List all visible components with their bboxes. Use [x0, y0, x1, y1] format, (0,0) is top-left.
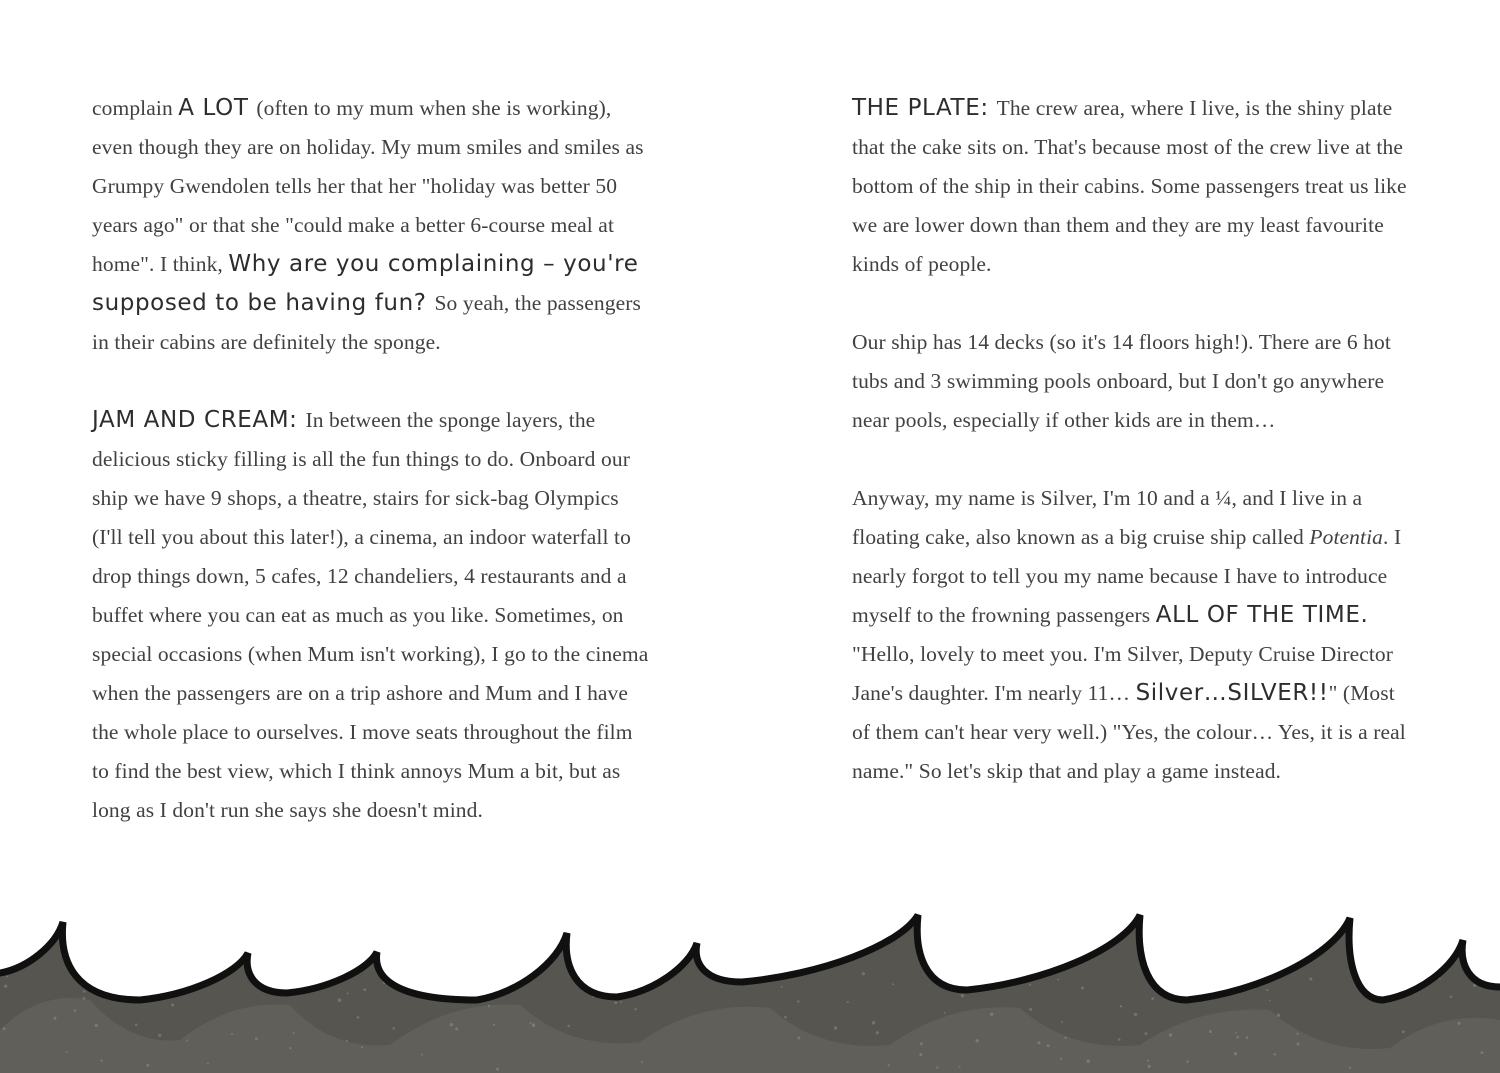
- speckle-dot: [1231, 975, 1234, 978]
- speckle-dot: [1296, 1033, 1298, 1035]
- speckle-dot: [1151, 997, 1154, 1000]
- speckle-dot: [504, 983, 507, 986]
- speckle-dot: [892, 983, 894, 985]
- speckle-dot: [784, 1016, 787, 1019]
- speckle-dot: [781, 986, 783, 988]
- speckle-dot: [872, 1021, 875, 1024]
- speckle-dot: [1246, 1036, 1249, 1039]
- speckle-dot: [1064, 1037, 1066, 1039]
- hand-lettered-text: ALL OF THE TIME.: [1155, 602, 1369, 628]
- speckle-dot: [1424, 973, 1428, 977]
- speckle-dot: [641, 1061, 643, 1063]
- speckle-dot: [1457, 1022, 1460, 1025]
- speckle-dot: [357, 1016, 360, 1019]
- speckle-dot: [1480, 1051, 1483, 1054]
- speckle-dot: [1235, 1032, 1237, 1034]
- speckle-dot: [347, 993, 349, 995]
- speckle-dot: [797, 1000, 799, 1002]
- speckle-dot: [976, 1039, 979, 1042]
- speckle-dot: [1081, 987, 1084, 990]
- speckle-dot: [589, 980, 592, 983]
- speckle-dot: [920, 1042, 923, 1045]
- speckle-dot: [1169, 1033, 1172, 1036]
- speckle-dot: [231, 1033, 233, 1035]
- body-text: So yeah, the passengers in their cabins are definitely the sponge.: [92, 291, 641, 354]
- body-text: (often to my mum when she is working), even though they are on holiday. My mum smiles and smiles as Grumpy Gwendolen tells her that her "holiday was better 50 years ago" or that she "could make a better 6-course meal at home". I think,: [92, 96, 644, 276]
- speckle-dot: [361, 1046, 363, 1048]
- paragraph: [92, 89, 652, 362]
- speckle-dot: [1309, 977, 1312, 980]
- speckle-dot: [1134, 1013, 1137, 1016]
- paragraph: [852, 323, 1412, 440]
- speckle-dot: [158, 1034, 161, 1037]
- speckle-dot: [135, 1024, 138, 1027]
- speckle-dot: [346, 1040, 348, 1042]
- speckle-dot: [634, 1008, 636, 1010]
- speckle-dot: [1269, 999, 1271, 1001]
- body-text: complain: [92, 96, 179, 120]
- left-text-column: [92, 89, 652, 869]
- speckle-dot: [1118, 1038, 1121, 1041]
- speckle-dot: [293, 1032, 295, 1034]
- speckle-dot: [1402, 1030, 1405, 1033]
- speckle-dot: [944, 1012, 946, 1014]
- speckle-dot: [614, 1001, 617, 1004]
- speckle-dot: [83, 990, 85, 992]
- speckle-dot: [255, 1037, 258, 1040]
- hand-lettered-text: THE PLATE:: [852, 95, 997, 121]
- body-text: " (Most of them can't hear very well.) "Yes, the colour… Yes, it is a real name." So let's skip that and play a game instead.: [852, 681, 1406, 783]
- speckle-dot: [1236, 1036, 1239, 1039]
- speckle-dot: [450, 1023, 453, 1026]
- speckle-dot: [1029, 984, 1031, 986]
- body-text: The crew area, where I live, is the shiny plate that the cake sits on. That's because most of the crew live at the bottom of the ship in their cabins. Some passengers treat us like we are lower down than them and they are my least favourite kinds of people.: [852, 96, 1407, 276]
- speckle-dot: [421, 1054, 423, 1056]
- speckle-dot: [990, 1013, 994, 1017]
- speckle-dot: [496, 1068, 499, 1071]
- speckle-dot: [7, 975, 9, 977]
- speckle-dot: [1450, 996, 1453, 999]
- body-text: Anyway, my name is Silver, I'm 10 and a ¼, and I live in a floating cake, also known as a big cruise ship called: [852, 486, 1363, 549]
- speckle-dot: [1297, 1042, 1300, 1045]
- speckle-dot: [392, 1027, 395, 1030]
- speckle-dot: [1047, 1044, 1050, 1047]
- sea-waves-illustration: [0, 883, 1500, 1073]
- paragraph: [852, 89, 1412, 284]
- speckle-dot: [847, 1001, 849, 1003]
- speckle-dot: [1057, 978, 1059, 980]
- speckle-dot: [620, 1001, 622, 1003]
- speckle-dot: [961, 994, 964, 997]
- speckle-dot: [888, 1064, 890, 1066]
- speckle-dot: [146, 1064, 149, 1067]
- speckle-dot: [1349, 1067, 1351, 1069]
- speckle-dot: [338, 998, 342, 1002]
- speckle-dot: [74, 1009, 77, 1012]
- speckle-dot: [1273, 1053, 1276, 1056]
- speckle-dot: [936, 1066, 938, 1068]
- body-text: "Hello, lovely to meet you. I'm Silver, Deputy Cruise Director Jane's daughter. I'm nearly 11…: [852, 642, 1394, 705]
- speckle-dot: [1186, 1060, 1189, 1063]
- speckle-dot: [732, 973, 734, 975]
- speckle-dot: [100, 1059, 102, 1061]
- speckle-dot: [1277, 1014, 1280, 1017]
- speckle-dot: [1147, 1060, 1149, 1062]
- speckle-dot: [363, 988, 366, 991]
- speckle-dot: [1234, 1052, 1237, 1055]
- hand-lettered-text: JAM AND CREAM:: [92, 407, 306, 433]
- paragraph: [852, 479, 1412, 791]
- paragraph: [92, 401, 652, 830]
- body-text: In between the sponge layers, the delicious sticky filling is all the fun things to do. Onboard our ship we have 9 shops, a theatre, stairs for sick-bag Olympics (I'll tell you about this later!), a cinema, an indoor waterfall to drop things down, 5 cafes, 12 chandeliers, 4 restaurants and a buffet where you can eat as much as you like. Sometimes, on special occasions (when Mum isn't working), I go to the cinema when the passengers are on a trip ashore and Mum and I have the whole place to ourselves. I move seats throughout the film to find the best view, which I think annoys Mum a bit, but as long as I don't run she says she doesn't mind.: [92, 408, 649, 822]
- body-text: Our ship has 14 decks (so it's 14 floors high!). There are 6 hot tubs and 3 swimming pools onboard, but I don't go anywhere near pools, especially if other kids are in them…: [852, 330, 1391, 432]
- speckle-dot: [53, 1017, 56, 1020]
- speckle-dot: [959, 1066, 961, 1068]
- speckle-dot: [66, 1051, 68, 1053]
- speckle-dot: [455, 1027, 458, 1030]
- speckle-dot: [1120, 1005, 1122, 1007]
- body-text: Potentia: [1309, 525, 1384, 549]
- speckle-dot: [797, 1037, 800, 1040]
- speckle-dot: [107, 973, 109, 975]
- speckle-dot: [4, 985, 7, 988]
- speckle-dot: [862, 972, 865, 975]
- speckle-dot: [3, 1027, 6, 1030]
- speckle-dot: [1145, 1032, 1148, 1035]
- speckle-dot: [1029, 1008, 1032, 1011]
- speckle-dot: [1086, 1060, 1090, 1064]
- speckle-dot: [1060, 1058, 1062, 1060]
- speckle-dot: [1209, 1030, 1212, 1033]
- speckle-dot: [995, 973, 998, 976]
- right-text-column: [852, 89, 1412, 830]
- speckle-dot: [1266, 989, 1268, 991]
- speckle-dot: [1038, 1041, 1041, 1044]
- speckle-dot: [876, 1031, 879, 1034]
- speckle-dot: [171, 1004, 174, 1007]
- speckle-dot: [488, 1005, 490, 1007]
- speckle-dot: [919, 1053, 922, 1056]
- speckle-dot: [207, 1062, 209, 1064]
- speckle-dot: [83, 997, 86, 1000]
- speckle-dot: [1148, 1065, 1151, 1068]
- hand-lettered-text: Silver…SILVER!!: [1135, 680, 1329, 706]
- speckle-dot: [834, 1026, 837, 1029]
- body-text: . I nearly forgot to tell you my name because I have to introduce myself to the frowning passengers: [852, 525, 1402, 627]
- speckle-dot: [493, 1024, 495, 1026]
- speckle-dot: [530, 1022, 532, 1024]
- speckle-dot: [186, 1040, 188, 1042]
- speckle-dot: [1061, 1021, 1063, 1023]
- speckle-dot: [532, 1023, 536, 1027]
- speckle-dot: [95, 1024, 98, 1027]
- speckle-dot: [567, 1025, 570, 1028]
- speckle-dot: [289, 1047, 291, 1049]
- hand-lettered-text: A LOT: [178, 95, 257, 121]
- hand-lettered-text: Why are you complaining – you're supposed to be having fun?: [92, 251, 639, 316]
